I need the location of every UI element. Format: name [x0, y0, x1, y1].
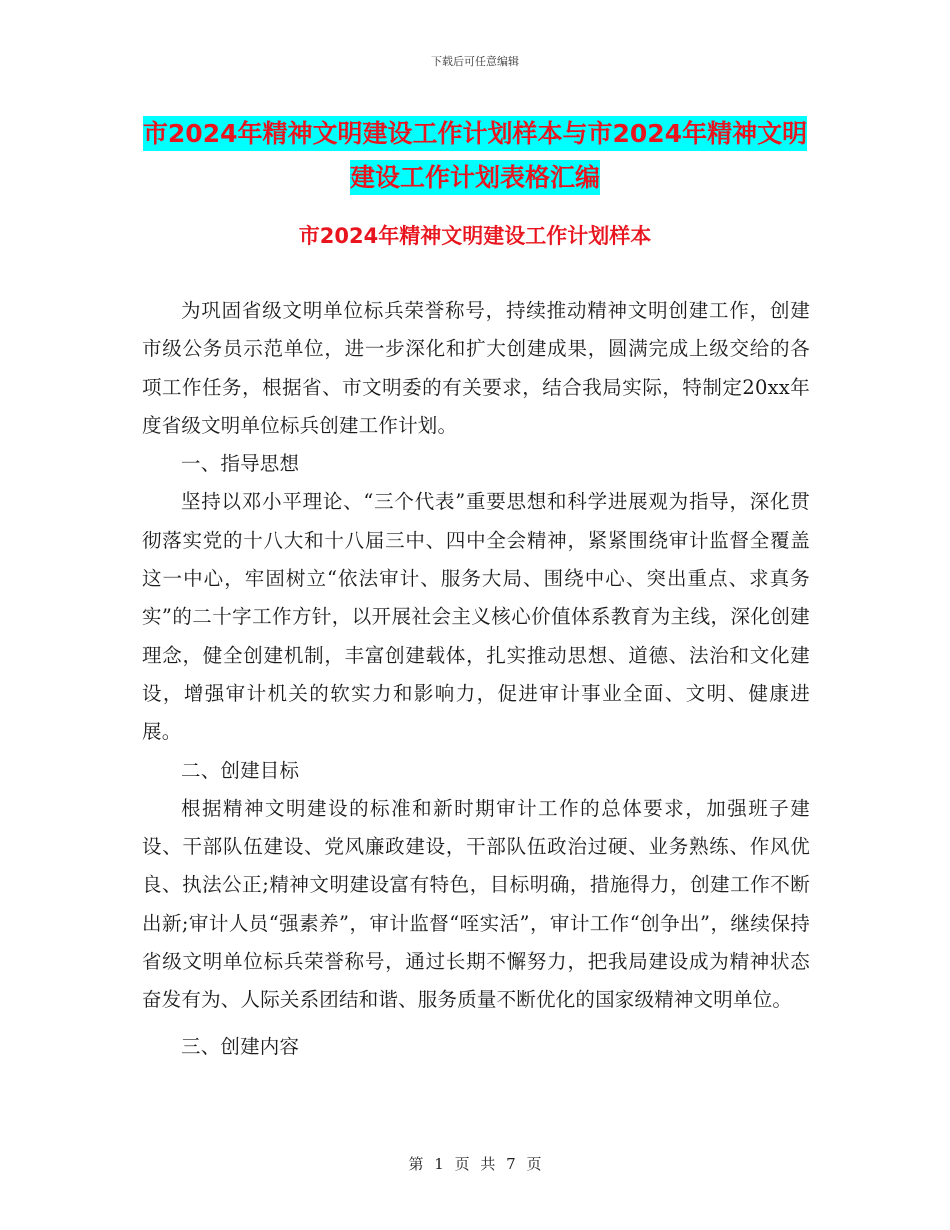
- document-body: [142, 292, 810, 1066]
- heading-creation-goals: 二、创建目标: [181, 758, 300, 782]
- page-number-footer: 第 1 页 共 7 页: [408, 1155, 542, 1173]
- heading-guiding-ideology: 一、指导思想: [181, 452, 300, 476]
- guiding-ideology-paragraph: 坚持以邓小平理论、“三个代表”重要思想和科学进展观为指导，深化贯彻落实党的十八大和十八届三中、四中全会精神，紧紧围绕审计监督全覆盖这一中心，牢固树立“依法审计、服务大局、围绕中心、突出重点、求真务实”的二十字工作方针，以开展社会主义核心价值体系教育为主线，深化创建理念，健全创建机制，丰富创建载体，扎实推动思想、道德、法治和文化建设，增强审计机关的软实力和影响力，促进审计事业全面、文明、健康进展。: [142, 490, 810, 744]
- section-subtitle: 市2024年精神文明建设工作计划样本: [298, 224, 652, 248]
- heading-creation-content: 三、创建内容: [181, 1034, 300, 1058]
- document-title-text: 市2024年精神文明建设工作计划样本与市2024年精神文明建设工作计划表格汇编: [143, 116, 807, 195]
- intro-paragraph: 为巩固省级文明单位标兵荣誉称号，持续推动精神文明创建工作，创建市级公务员示范单位，进一步深化和扩大创建成果，圆满完成上级交给的各项工作任务，根据省、市文明委的有关要求，结合我局实际，特制定20xx年度省级文明单位标兵创建工作计划。: [142, 299, 810, 437]
- creation-goals-paragraph: 根据精神文明建设的标准和新时期审计工作的总体要求，加强班子建设、干部队伍建设、党风廉政建设，干部队伍政治过硬、业务熟练、作风优良、执法公正;精神文明建设富有特色，目标明确，措施得力，创建工作不断出新;审计人员“强素养”，审计监督“咥实活”，审计工作“创争出”，继续保持省级文明单位标兵荣誉称号，通过长期不懈努力，把我局建设成为精神状态奋发有为、人际关系团结和谐、服务质量不断优化的国家级精神文明单位。: [142, 796, 810, 1012]
- document-title: [140, 112, 810, 200]
- page-header-note: 下载后可任意编辑: [431, 55, 519, 68]
